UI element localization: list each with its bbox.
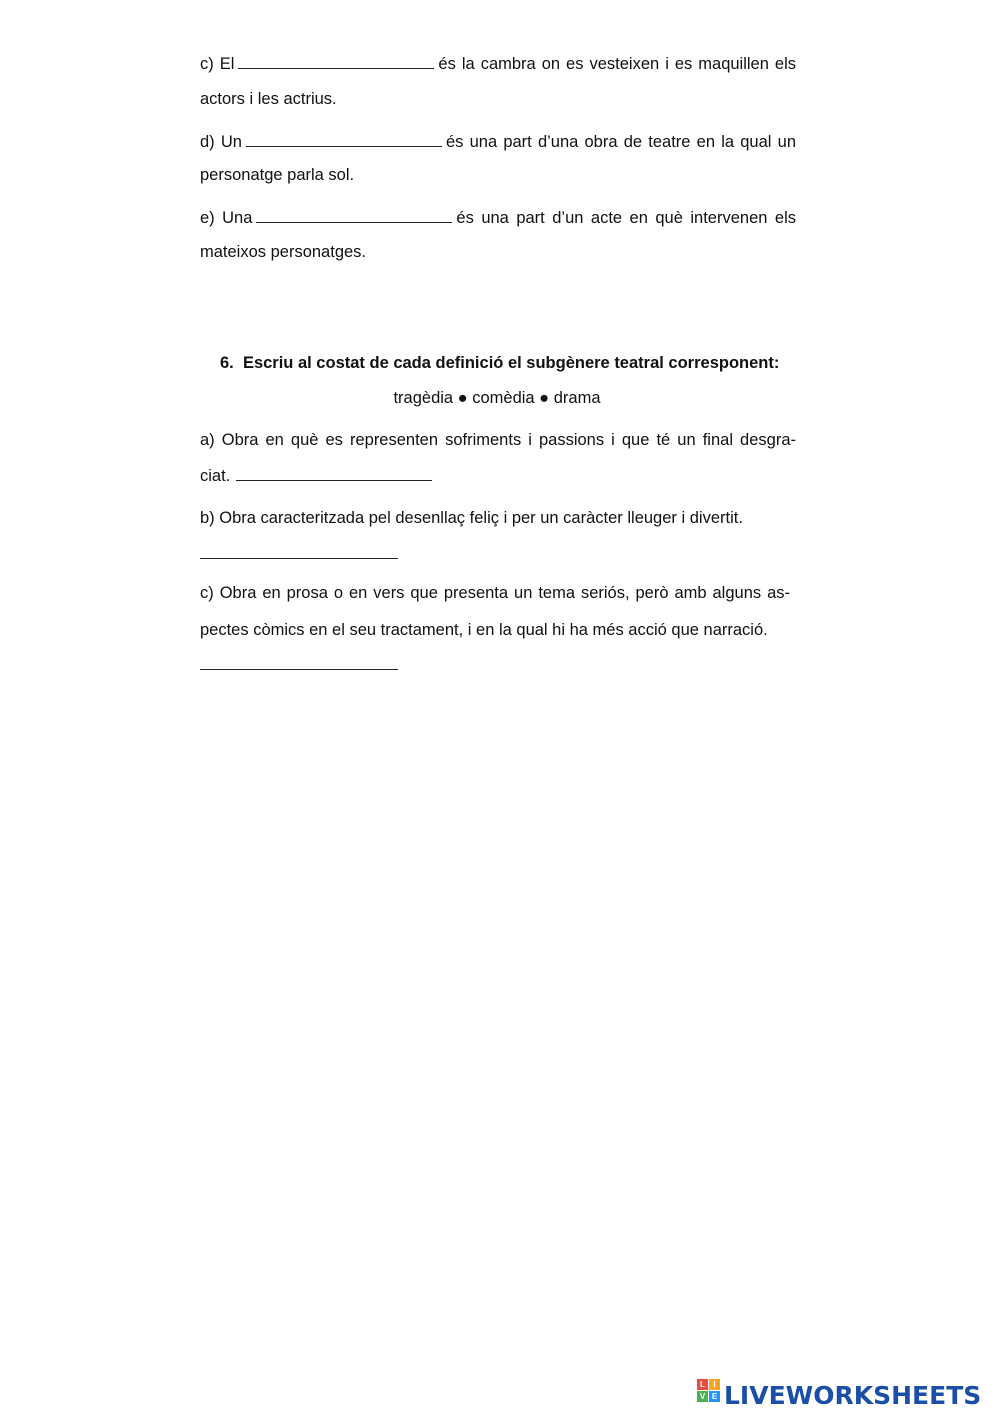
q6-a-line1: a) Obra en què es representen sofriments i passions i que té un final desgra- bbox=[200, 431, 796, 449]
item-e-line1 bbox=[200, 206, 796, 229]
item-e-suffix: és una part d’un acte en què intervenen els bbox=[456, 209, 796, 227]
item-e-blank[interactable] bbox=[256, 206, 452, 223]
question-text: Escriu al costat de cada definició el subgènere teatral corresponent: bbox=[242, 354, 780, 372]
item-c-blank[interactable] bbox=[238, 52, 434, 69]
item-d-prefix: d) Un bbox=[200, 133, 242, 151]
question-number: 6. bbox=[220, 354, 234, 372]
item-e-prefix: e) Una bbox=[200, 209, 253, 227]
item-e-line2: mateixos personatges. bbox=[200, 243, 367, 261]
item-d-suffix: és una part d’una obra de teatre en la qual un bbox=[445, 133, 796, 151]
liveworksheets-logo bbox=[697, 1379, 981, 1411]
q6-c-line1: c) Obra en prosa o en vers que presenta un tema seriós, però amb alguns as- bbox=[200, 584, 790, 602]
q6-c-line2: pectes còmics en el seu tractament, i en la qual hi ha més acció que narració. bbox=[200, 621, 768, 639]
item-c-line2: actors i les actrius. bbox=[200, 90, 337, 108]
question-6-title bbox=[220, 352, 780, 374]
q6-a-answer-blank[interactable] bbox=[236, 464, 432, 481]
q6-b-answer-blank[interactable] bbox=[200, 558, 398, 559]
item-d-line1 bbox=[200, 130, 796, 153]
item-d-line2: personatge parla sol. bbox=[200, 166, 355, 184]
q6-a-text: ciat. bbox=[200, 467, 231, 485]
q6-c-answer-blank[interactable] bbox=[200, 669, 398, 670]
item-c-prefix: c) El bbox=[200, 55, 235, 73]
q6-b-line1: b) Obra caracteritzada pel desenllaç feliç i per un caràcter lleuger i divertit. bbox=[200, 509, 743, 527]
q6-a-line2 bbox=[200, 464, 796, 487]
genre-options: tragèdia ● comèdia ● drama bbox=[393, 389, 601, 407]
item-c-line1 bbox=[200, 52, 796, 75]
item-c-suffix: és la cambra on es vesteixen i es maquillen els bbox=[438, 55, 797, 73]
logo-mark-icon: L I V E bbox=[697, 1379, 720, 1411]
logo-text: LIVEWORKSHEETS bbox=[724, 1380, 982, 1410]
item-d-blank[interactable] bbox=[246, 130, 442, 147]
